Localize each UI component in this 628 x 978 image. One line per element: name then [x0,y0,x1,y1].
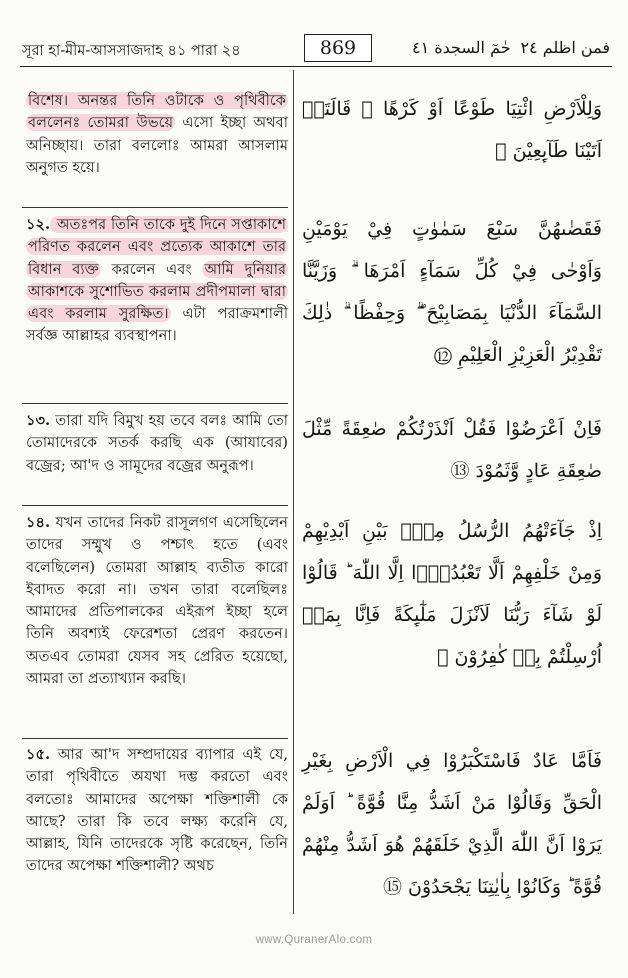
verse-14-arabic: اِذْ جَآءَتْهُمُ الرُّسُلُ مِنْۢ بَيْنِ اَيْدِيْهِمْ وَمِنْ خَلْفِهِمْ اَلَّا تَعْبُدُوْۤا اِلَّا اللّٰهَ ؕ قَالُوْا لَوْ شَآءَ رَبُّنَا لَاَنْزَلَ مَلٰٓىِٕكَةً فَاِنَّا بِمَاۤ اُرْسِلْتُمْ بِهٖ كٰفِرُوْنَ ⑭ [302,520,602,668]
surah-info-bengali: সূরা হা-মীম-আসসাজদাহ ৪১ পারা ২৪ [22,43,241,59]
page-number: 869 [304,34,372,62]
footer-watermark: www.QuranerAlo.com [255,934,373,946]
verse-14-bengali [26,512,288,690]
verse-12-bengali [26,214,288,348]
verse-separator [22,207,288,208]
highlighted-text: বিশেষ। অনন্তর তিনি ওটাকে ও পৃথিবীকে বললেনঃ তোমরা উভয়ে [28,92,286,132]
translation-text: এটা পরাক্রমশালী সর্বজ্ঞ আল্লাহর ব্যবস্থাপনা। [26,305,288,345]
header-divider [20,66,612,67]
surah-title-arabic: حٰمٓ السجدة ٤١ [412,38,511,57]
translation-text: করলেন এবং [100,260,203,278]
verse-separator [22,505,288,506]
verse-number: ১৩. [26,412,51,429]
verse-separator [22,403,288,404]
highlighted-text: অতঃপর তিনি তাকে দুই দিনে সপ্তাকাশে পরিণত করলেন এবং প্রত্যেক আকাশে তার বিধান ব্যক্ত [28,216,286,278]
verse-number: ১৫. [26,746,51,763]
translation-text: যখন তাদের নিকট রাসূলগণ এসেছিলেন তাদের সম্মুখ ও পশ্চাৎ হতে (এবং বলেছিলেন) তোমরা আল্লাহ ব্যতীত কারো ইবাদত করো না। তখন তারা বলেছিলঃ আমাদের প্রতিপালকের এইরূপ ইচ্ছা হলে তিনি অবশ্যই ফেরেশতা প্রেরণ করতেন। অতএব তোমরা যেসব সহ প্রেরিত হয়েছো, আমরা তা প্রত্যাখ্যান করছি। [26,514,288,688]
verse-11-arabic: وَلِلْاَرْضِ ائْتِيَا طَوْعًا اَوْ كَرْهًا ۗ قَالَتَاۤ اَتَيْنَا طَآىِٕعِيْنَ ⑪ [302,98,602,162]
verse-13-arabic: فَاِنْ اَعْرَضُوْا فَقُلْ اَنْذَرْتُكُمْ صٰعِقَةً مِّثْلَ صٰعِقَةِ عَادٍ وَّثَمُوْدَ ⑬ [302,418,602,482]
translation-text: এসো ইচ্ছা অথবা অনিচ্ছায়। তারা বললোঃ আমরা আসলাম অনুগত হয়ে। [26,114,288,176]
verse-separator [22,738,288,739]
translation-text: আর আ'দ সম্প্রদায়ের ব্যাপার এই যে, তারা পৃথিবীতে অযথা দম্ভ করতো এবং বলতোঃ আমাদের অপেক্ষা শক্তিশালী কে আছে? তারা কি তবে লক্ষ্য করেনি যে, আল্লাহ, যিনি তাদেরকে সৃষ্টি করেছেন, তিনি তাদের অপেক্ষা শক্তিশালী? অথচ [26,746,288,875]
verse-13-bengali [26,410,288,477]
translation-text: তারা যদি বিমুখ হয় তবে বলঃ আমি তো তোমাদেরকে সতর্ক করছি এক (আযাবের) বজ্রের; আ'দ ও সামূদের বজ্রের অনুরূপ। [26,412,288,474]
verse-12-arabic: فَقَضٰىهُنَّ سَبْعَ سَمٰوٰتٍ فِيْ يَوْمَيْنِ وَاَوْحٰى فِيْ كُلِّ سَمَآءٍ اَمْرَهَا ۗ وَزَيَّنَّا السَّمَآءَ الدُّنْيَا بِمَصَابِيْحَ ۖۗ وَحِفْظًا ۗ ذٰلِكَ تَقْدِيْرُ الْعَزِيْزِ الْعَلِيْمِ ⑫ [302,218,602,366]
verse-15-bengali [26,744,288,878]
verse-number: ১২. [26,216,51,233]
column-divider [293,70,294,914]
highlighted-text: আমি দুনিয়ার আকাশকে সুশোভিত করলাম প্রদীপমালা দ্বারা এবং করলাম সুরক্ষিত। [28,260,286,323]
para-title-arabic: فمن اظلم ٢٤ [520,38,610,57]
verse-11-bengali [26,90,288,179]
page-header [22,36,610,64]
verse-number: ১৪. [26,514,51,531]
verse-15-arabic: فَاَمَّا عَادٌ فَاسْتَكْبَرُوْا فِي الْاَرْضِ بِغَيْرِ الْحَقِّ وَقَالُوْا مَنْ اَشَدُّ مِنَّا قُوَّةً ؕ اَوَلَمْ يَرَوْا اَنَّ اللّٰهَ الَّذِيْ خَلَقَهُمْ هُوَ اَشَدُّ مِنْهُمْ قُوَّةً ؕ وَكَانُوْا بِاٰيٰتِنَا يَجْحَدُوْنَ ⑮ [302,750,602,898]
